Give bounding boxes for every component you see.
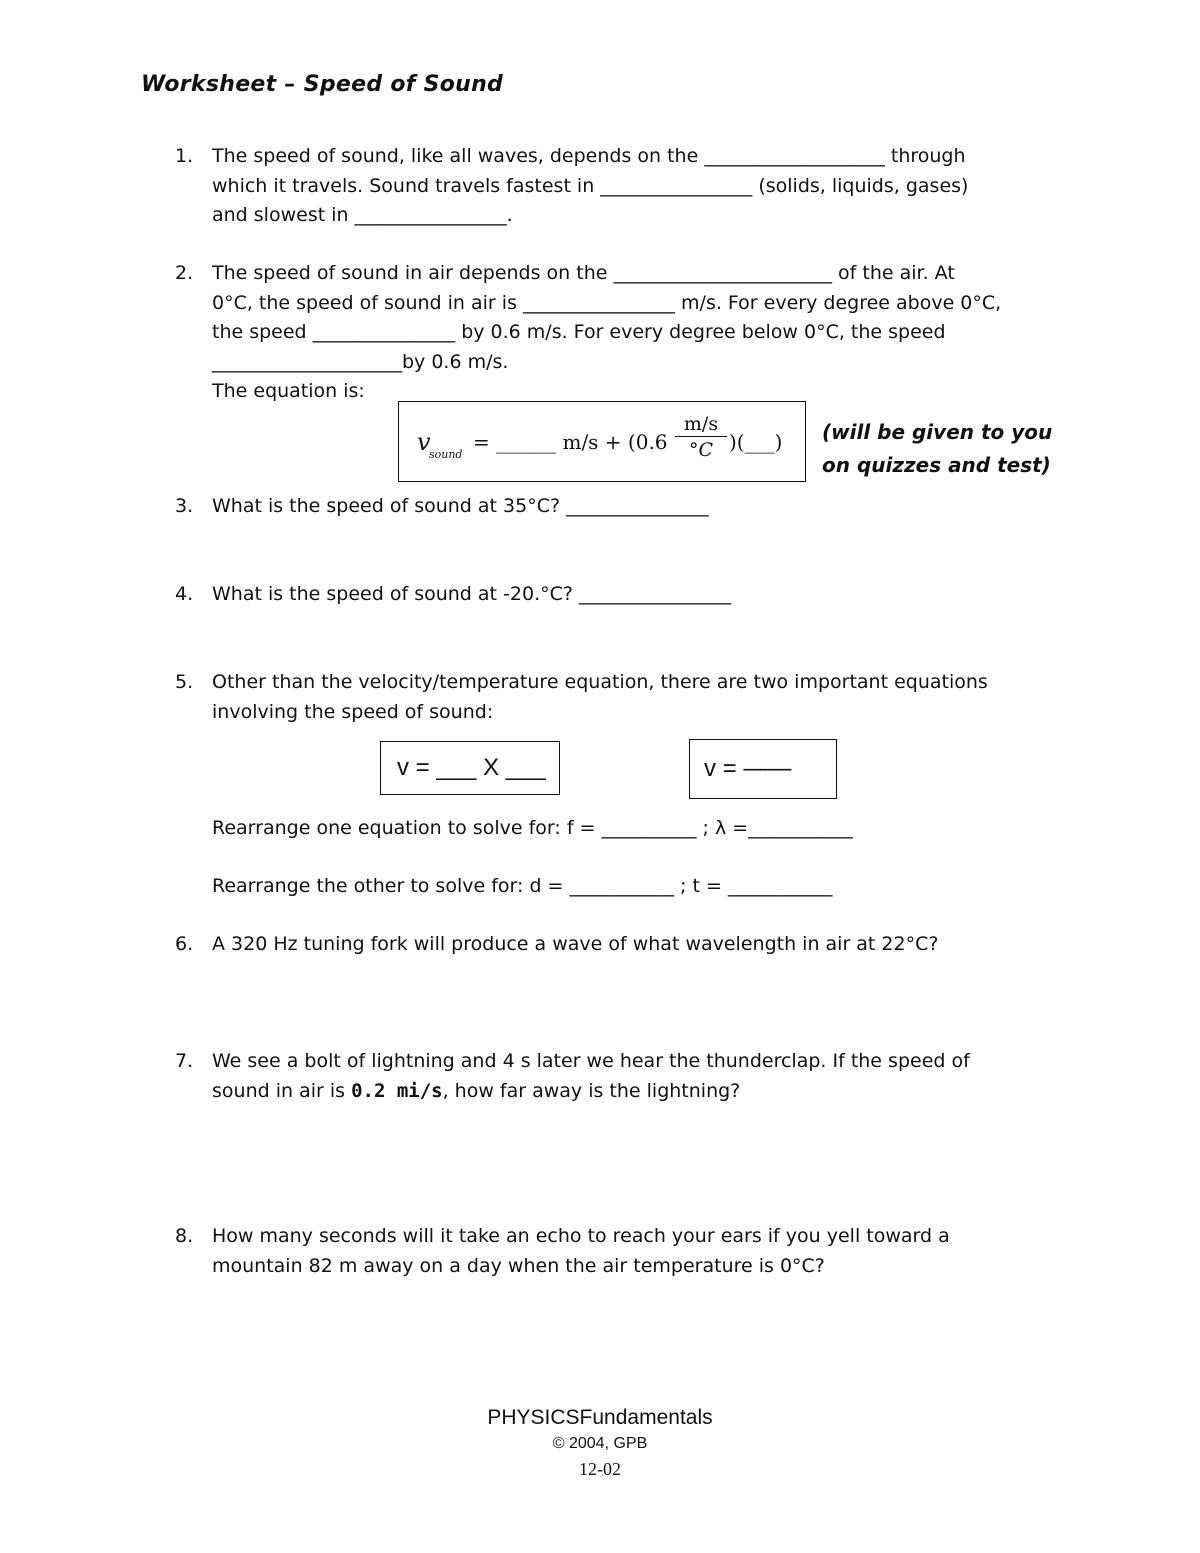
question-line: which it travels. Sound travels fastest in ________________ (solids, liquids, gases): [212, 174, 969, 197]
question-line: [212, 1077, 1095, 1107]
question-line: mountain 82 m away on a day when the air temperature is 0°C?: [212, 1254, 825, 1277]
question-7: [175, 1047, 1095, 1106]
rearrange-line-1: [175, 814, 1095, 844]
question-3: [175, 492, 1095, 522]
note-line: (will be given to you: [822, 420, 1053, 444]
wave-equation-box: [380, 741, 560, 795]
footer-brand: PHYSICSFundamentals: [487, 1406, 713, 1429]
speed-value: 0.2 mi/s: [351, 1079, 443, 1102]
question-number: 6.: [175, 933, 194, 955]
equation-subscript: sound: [429, 448, 463, 461]
rearrange-text: Rearrange one equation to solve for: f = __________ ; λ =___________: [212, 817, 853, 839]
distance-time-equation: v = ——: [704, 755, 792, 782]
equation-end: )(___): [729, 430, 783, 454]
question-8: [175, 1222, 1095, 1281]
distance-time-equation-box: [689, 739, 837, 799]
question-number: 2.: [175, 262, 194, 284]
question-line: A 320 Hz tuning fork will produce a wave of what wavelength in air at 22°C?: [212, 933, 939, 955]
question-number: 8.: [175, 1225, 194, 1247]
question-2: [175, 259, 1095, 407]
rearrange-text: Rearrange the other to solve for: d = ___________ ; t = ___________: [212, 875, 833, 897]
question-5: [175, 668, 1095, 727]
question-number: 4.: [175, 583, 194, 605]
question-line: The speed of sound, like all waves, depends on the ___________________ through: [212, 145, 966, 167]
question-line: the speed _______________ by 0.6 m/s. For every degree below 0°C, the speed: [212, 321, 946, 343]
question-line: and slowest in ________________.: [212, 204, 513, 226]
question-line: ____________________by 0.6 m/s.: [212, 350, 509, 373]
question-1: [175, 142, 1095, 231]
question-line: The equation is:: [212, 380, 365, 402]
question-number: 7.: [175, 1050, 194, 1072]
velocity-temperature-equation-box: [398, 401, 806, 482]
question-number: 1.: [175, 145, 194, 167]
question-line: Other than the velocity/temperature equation, there are two important equations: [212, 671, 988, 693]
worksheet-title: Worksheet – Speed of Sound: [141, 72, 504, 97]
rearrange-line-2: [175, 872, 1095, 902]
question-number: 3.: [175, 495, 194, 517]
footer-copyright: © 2004, GPB: [552, 1435, 648, 1452]
question-line: What is the speed of sound at 35°C? _______________: [212, 495, 709, 517]
fraction-numerator: m/s: [675, 412, 727, 437]
fraction-denominator: °C: [688, 439, 714, 461]
question-text: sound in air is: [212, 1079, 352, 1102]
question-line: involving the speed of sound:: [212, 700, 494, 723]
question-line: The speed of sound in air depends on the _______________________ of the air. At: [212, 262, 955, 284]
question-6: [175, 930, 1095, 960]
equation-fraction: [675, 412, 727, 463]
question-number: 5.: [175, 671, 194, 693]
question-4: [175, 580, 1095, 610]
equation-middle: = ______ m/s + (0.6: [473, 430, 668, 454]
equation-note: [822, 416, 1052, 482]
wave-equation: v = ___ X ___: [397, 754, 546, 781]
question-line: 0°C, the speed of sound in air is ________________ m/s. For every degree above 0°C,: [212, 291, 1002, 314]
question-line: What is the speed of sound at -20.°C? ________________: [212, 583, 731, 605]
question-line: We see a bolt of lightning and 4 s later we hear the thunderclap. If the speed of: [212, 1050, 970, 1072]
question-line: How many seconds will it take an echo to reach your ears if you yell toward a: [212, 1225, 950, 1247]
footer-page-number: 12-02: [579, 1459, 621, 1479]
equation-variable: v: [417, 428, 431, 456]
note-line: on quizzes and test): [822, 453, 1051, 477]
question-text: , how far away is the lightning?: [442, 1079, 741, 1102]
